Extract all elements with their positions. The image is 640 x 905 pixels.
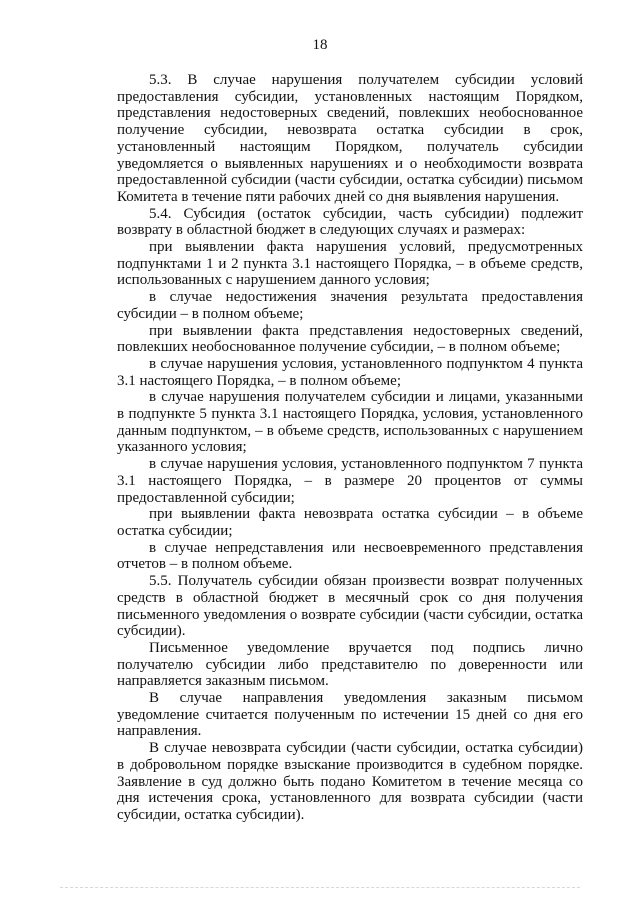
list-item: в случае нарушения условия, установленного подпунктом 4 пункта 3.1 настоящего Порядка, – в полном объеме; [117,355,583,389]
paragraph: В случае направления уведомления заказным письмом уведомление считается полученным по истечении 15 дней со дня его направления. [117,690,583,740]
paragraph: Письменное уведомление вручается под подпись лично получателю субсидии либо представителю по доверенности или направляется заказным письмом. [117,639,583,690]
list-item: при выявлении факта нарушения условий, предусмотренных подпунктами 1 и 2 пункта 3.1 настоящего Порядка, – в объеме средств, использованных с нарушением данного условия; [117,239,583,289]
paragraph-5-5: 5.5. Получатель субсидии обязан произвести возврат полученных средств в областной бюджет в месячный срок со дня получения письменного уведомления о возврате субсидии (части субсидии, остатка субсидии). [117,573,583,640]
list-item: в случае нарушения условия, установленного подпунктом 7 пункта 3.1 настоящего Порядка, – в размере 20 процентов от суммы предоставленной субсидии; [117,456,583,506]
list-item: при выявлении факта невозврата остатка субсидии – в объеме остатка субсидии; [117,506,583,539]
paragraph: В случае невозврата субсидии (части субсидии, остатка субсидии) в добровольном порядке взыскание производится в судебном порядке. Заявление в суд должно быть подано Комитетом в течение месяца со дня истечения срока, установленного для возврата субсидии (части субсидии, остатка субсидии). [117,740,583,823]
list-item: в случае недостижения значения результата предоставления субсидии – в полном объеме; [117,289,583,322]
page-number: 18 [312,37,328,53]
paragraph-5-4: 5.4. Субсидия (остаток субсидии, часть субсидии) подлежит возврату в областной бюджет в следующих случаях и размерах: [117,205,583,239]
page-bottom-rule [60,887,580,888]
list-item: в случае нарушения получателем субсидии и лицами, указанными в подпункте 5 пункта 3.1 настоящего Порядка, условия, установленного данным подпунктом, – в объеме средств, использованных с нарушением указанного условия; [117,389,583,456]
document-body [117,72,583,824]
paragraph-5-3: 5.3. В случае нарушения получателем субсидии условий предоставления субсидии, установленных настоящим Порядком, представления недостоверных сведений, повлекших необоснованное получение субсидии, невозврата остатка субсидии в срок, установленный настоящим Порядком, получатель субсидии уведомляется о выявленных нарушениях и о необходимости возврата предоставленной субсидии (части субсидии, остатка субсидии) письмом Комитета в течение пяти рабочих дней со дня выявления нарушения. [117,72,583,205]
list-item: при выявлении факта представления недостоверных сведений, повлекших необоснованное получение субсидии, – в полном объеме; [117,322,583,356]
list-item: в случае непредставления или несвоевременного представления отчетов – в полном объеме. [117,539,583,573]
